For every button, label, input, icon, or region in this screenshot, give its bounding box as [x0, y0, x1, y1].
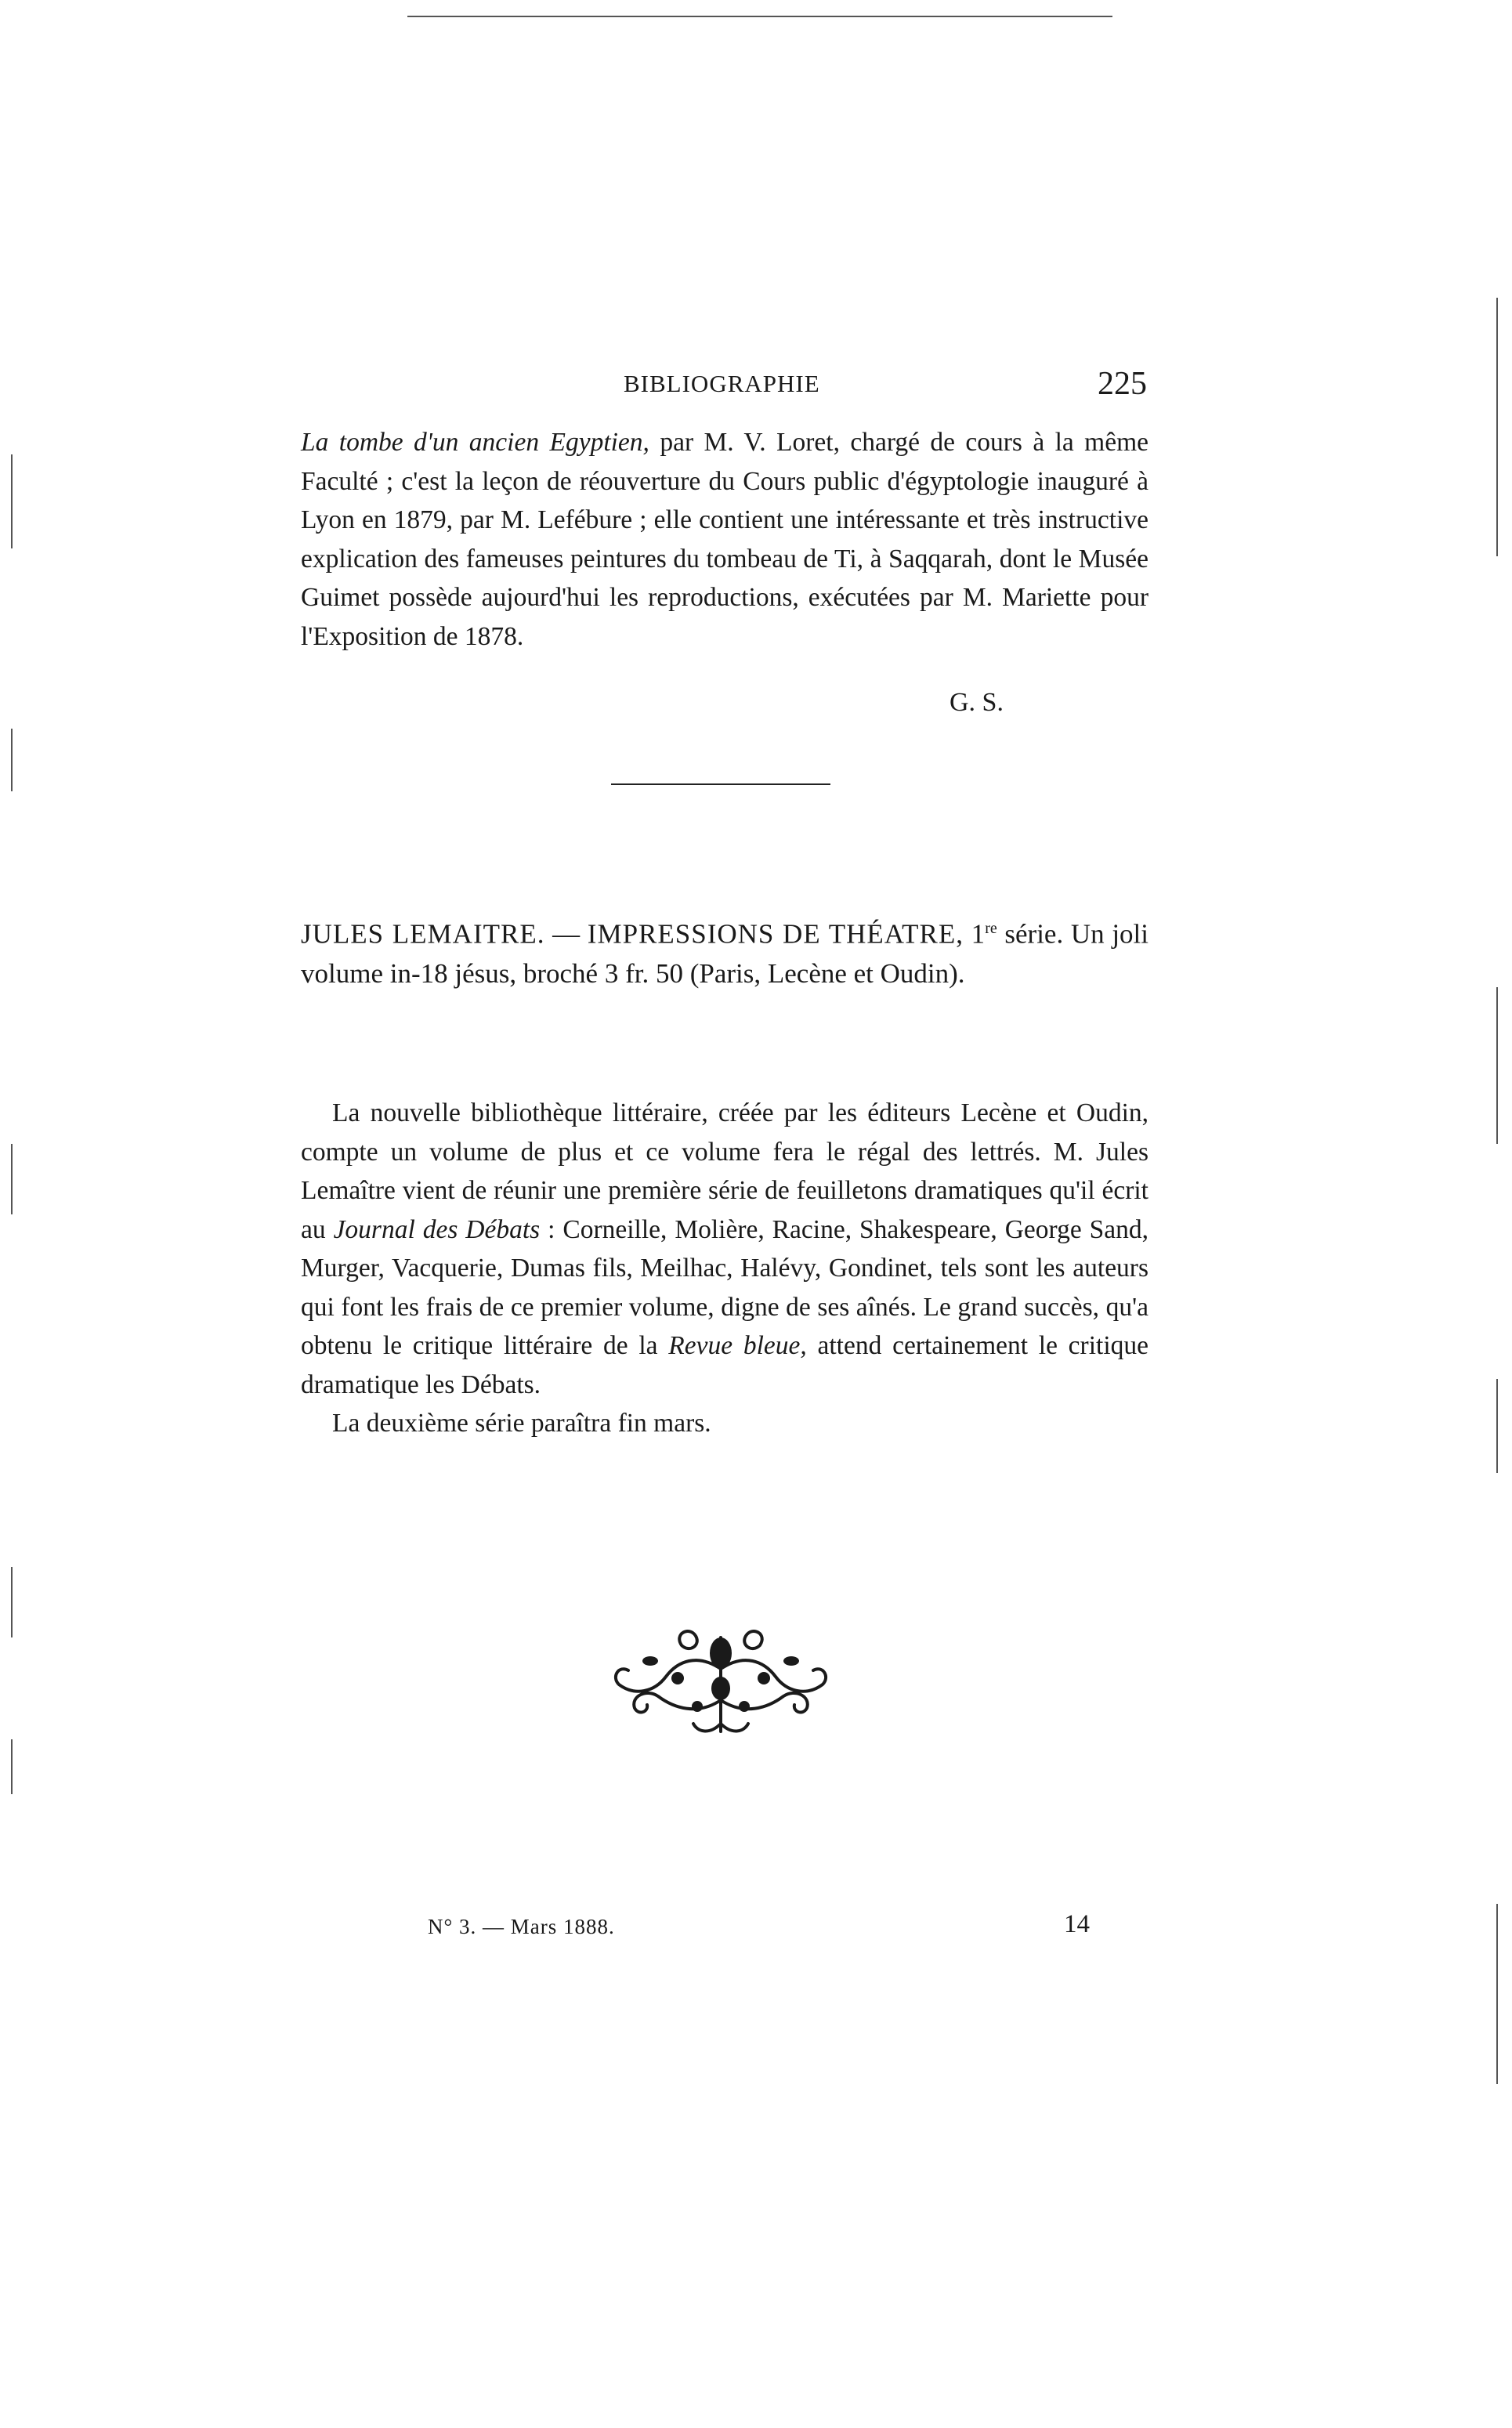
issue-line: N° 3. — Mars 1888. — [428, 1915, 615, 1938]
review-series-word: série. — [997, 918, 1064, 950]
previous-review-paragraph — [301, 423, 1148, 656]
review-text-segment: attend certainement le critique dramatique les Débats. — [301, 1331, 1148, 1399]
review-heading — [301, 909, 1148, 993]
review-text-segment: : Corneille, Molière, Racine, Shakespeare, George Sand, Murger, Vacquerie, Dumas fils, Meilhac, Halévy, Gondinet, tels sont les auteurs qui font les frais de ce premier volume, digne de ses aînés. Le grand succès, qu'a obtenu le critique littéraire de la — [301, 1214, 1149, 1360]
review-paragraph-2: La deuxième série paraîtra fin mars. — [332, 1409, 711, 1438]
review-work-title: IMPRESSIONS DE THÉATRE, — [587, 918, 964, 950]
floral-ornament — [603, 1622, 838, 1739]
scan-edge-right-3 — [1496, 1379, 1498, 1473]
journal-title: Journal des Débats — [333, 1214, 541, 1244]
scan-edge-left-5 — [11, 1739, 13, 1794]
review-paragraph-1 — [301, 1094, 1148, 1404]
review-author: JULES LEMAITRE. — [301, 918, 545, 950]
page-footer — [428, 1910, 1090, 1949]
previous-review — [301, 423, 1148, 656]
previous-review-text: par M. V. Loret, chargé de cours à la même Faculté ; c'est la leçon de réouverture du Cours public d'égyptologie inauguré à Lyon en 1879, par M. Lefébure ; elle contient une intéressante et très instructive explication des fameuses peintures du tombeau de Ti, à Saqqarah, dont le Musée Guimet possède aujourd'hui les reproductions, exécutées par M. Mariette pour l'Exposition de 1878. — [301, 428, 1148, 651]
revue-title: Revue bleue, — [668, 1331, 807, 1360]
review-text-segment: La nouvelle bibliothèque littéraire, créée par les éditeurs Lecène et Oudin, compte un volume de plus et ce volume fera le régal des lettrés. M. Jules Lemaître vient de réunir une première série de feuilletons dramatiques qu'il écrit au — [301, 1098, 1148, 1244]
section-divider — [611, 783, 830, 785]
scan-edge-left-2 — [11, 729, 13, 791]
signature-mark: 14 — [1064, 1910, 1090, 1938]
review-publication-details: Un joli volume in-18 jésus, broché 3 fr. 50 (Paris, Lecène et Oudin). — [301, 918, 1148, 989]
running-header — [301, 367, 1147, 414]
scan-edge-top — [407, 16, 1112, 17]
scan-edge-right-4 — [1496, 1904, 1498, 2084]
previous-review-title: La tombe d'un ancien Egyptien, — [301, 428, 649, 457]
page-number: 225 — [1098, 366, 1147, 402]
review-series-superscript: re — [985, 920, 997, 937]
scan-edge-left-3 — [11, 1144, 13, 1214]
running-title: BIBLIOGRAPHIE — [624, 370, 820, 397]
scan-edge-right-1 — [1496, 298, 1498, 556]
scan-edge-left-1 — [11, 454, 13, 548]
reviewer-signature: G. S. — [950, 688, 1004, 717]
review-dash: — — [544, 918, 588, 950]
review-body — [301, 1094, 1148, 1443]
scan-edge-right-2 — [1496, 987, 1498, 1144]
scan-edge-left-4 — [11, 1567, 13, 1637]
review-series-number: 1 — [964, 918, 986, 950]
